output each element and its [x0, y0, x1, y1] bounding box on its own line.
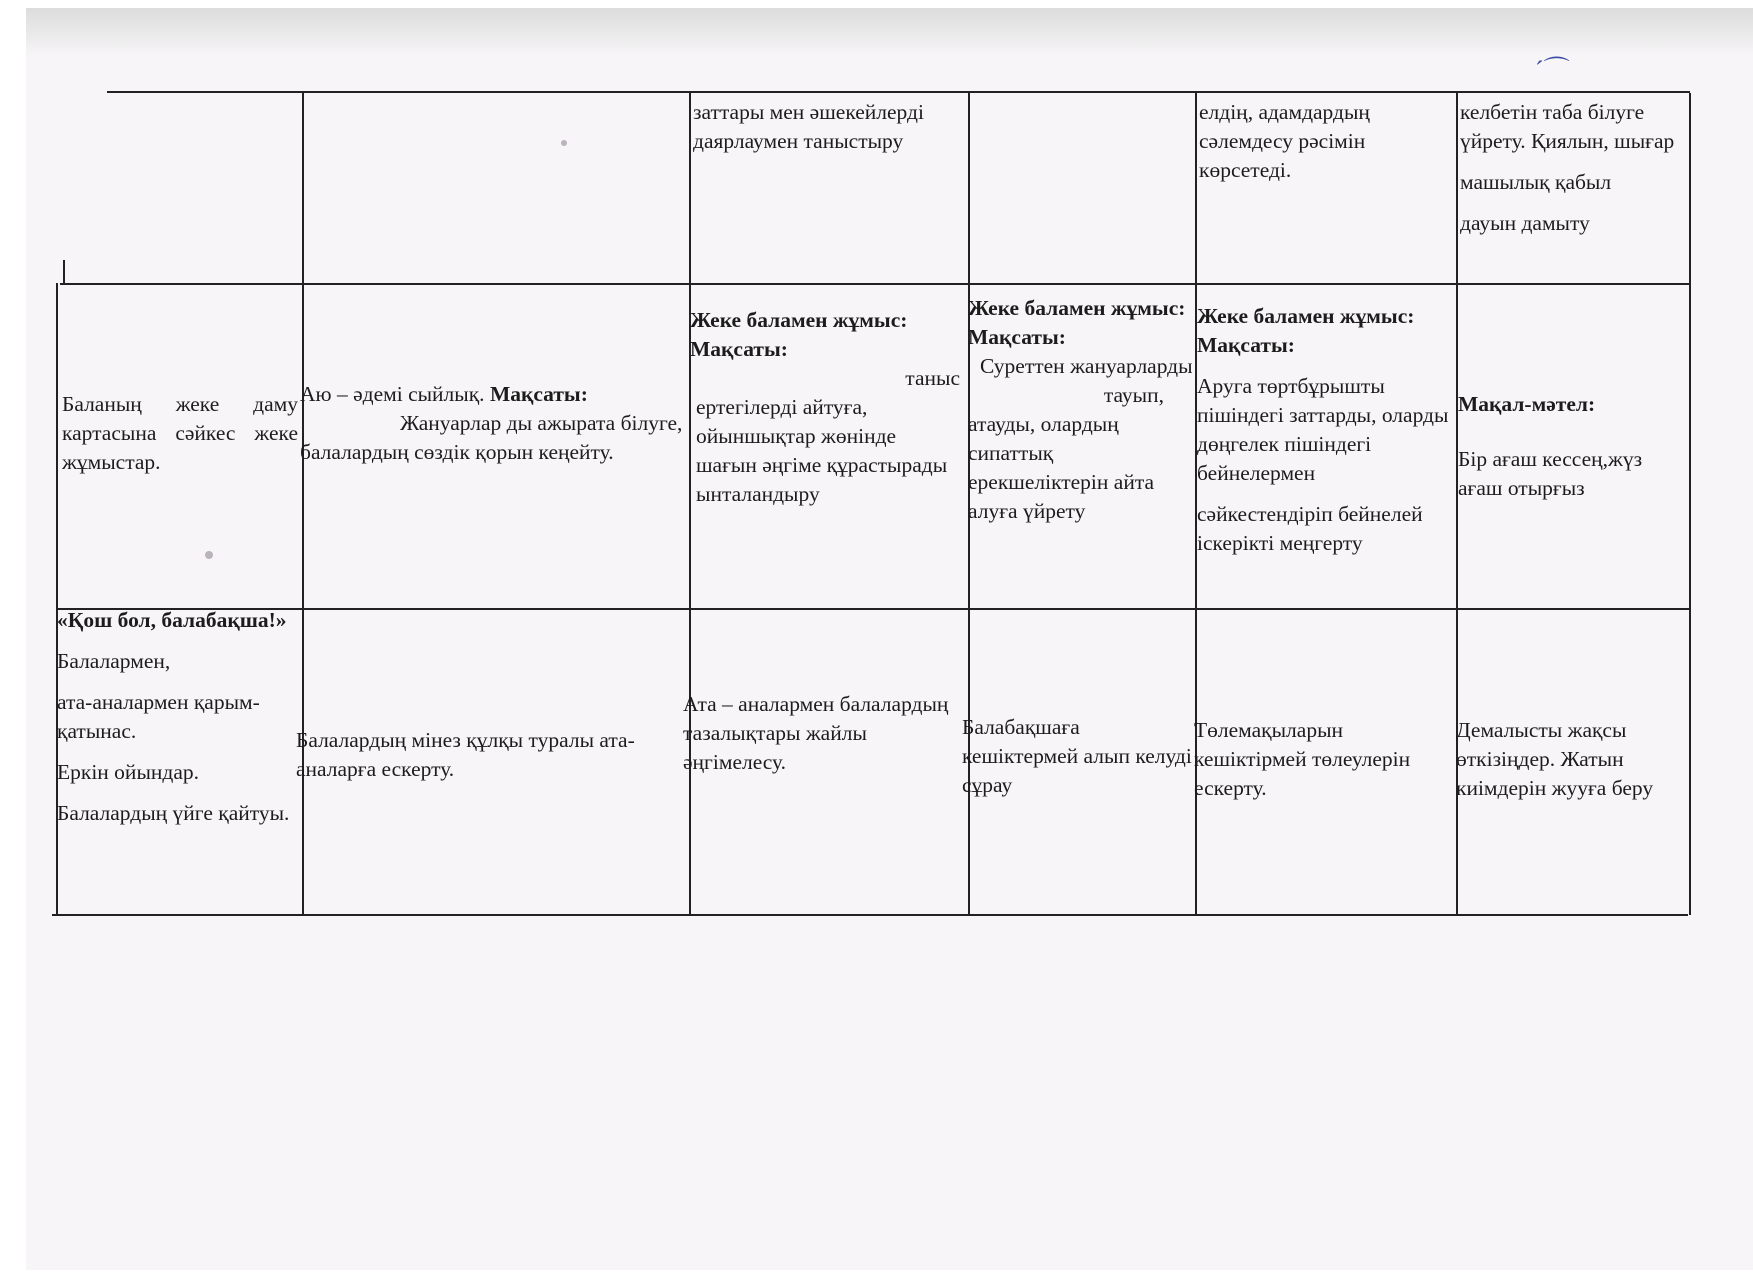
farewell-row-col2: Балалардың мінез құлқы туралы ата-аналарға ескерту. [296, 728, 635, 781]
farewell-row-label: «Қош бол, балабақша!» Балалармен, ата-аналармен қарым- қатынас. Еркін ойындар. Балалардың үйге қайтуы. [57, 608, 290, 825]
scan-speck [205, 551, 213, 559]
individual-row-label: Баланың жеке даму картасына сәйкес жеке жұмыстар. [62, 392, 298, 474]
individual-row-col5: Жеке баламен жұмыс: Мақсаты: Аруга төртбұрышты пішіндегі заттарды, оларды дөңгелек пішіндегі бейнелермен сәйкестендіріп бейнелей іскерікті меңгерту [1197, 304, 1449, 555]
individual-row-col4: Жеке баламен жұмыс: Мақсаты: Суреттен жануарларды тауып, атауды, олардың сипаттық ерекшеліктерін айта алуға үйрету [968, 296, 1193, 523]
individual-row-col3: Жеке баламен жұмыс: Мақсаты: таныс ертегілерді айтуға, ойыншықтар жөнінде шағын әңгіме құрастырады ынталандыру [690, 308, 960, 506]
farewell-row-col3: Ата – аналармен балалардың тазалықтары жайлы әңгімелесу. [683, 692, 949, 774]
farewell-row-col4: Балабақшаға кешіктермей алып келуді сұрау [962, 715, 1192, 797]
top-row-col6: келбетін таба білуге үйрету. Қиялын, шығар машылық қабыл дауын дамыту [1460, 100, 1675, 235]
farewell-row-col6: Демалысты жақсы өткізіңдер. Жатын киімдерін жууға беру [1456, 718, 1654, 800]
individual-row-col2: Аю – әдемі сыйлық. Мақсаты: Жануарлар ды ажырата білуге, балалардың сөздік қорын кеңейту. [300, 382, 683, 464]
individual-row-col6: Мақал-мәтел: Бір ағаш кессең,жүз ағаш отырғыз [1458, 392, 1643, 500]
top-row-col3: заттары мен әшекейлерді даярлаумен таныстыру [693, 100, 924, 153]
farewell-row-col5: Төлемақыларын кешіктірмей төлеулерін ескерту. [1194, 718, 1411, 800]
pen-mark: ˊ⌒ [1535, 56, 1570, 85]
scan-speck [561, 140, 567, 146]
top-row-col5: елдің, адамдардың сәлемдесу рәсімін көрсетеді. [1199, 100, 1370, 182]
scan-shadow [26, 8, 1753, 56]
